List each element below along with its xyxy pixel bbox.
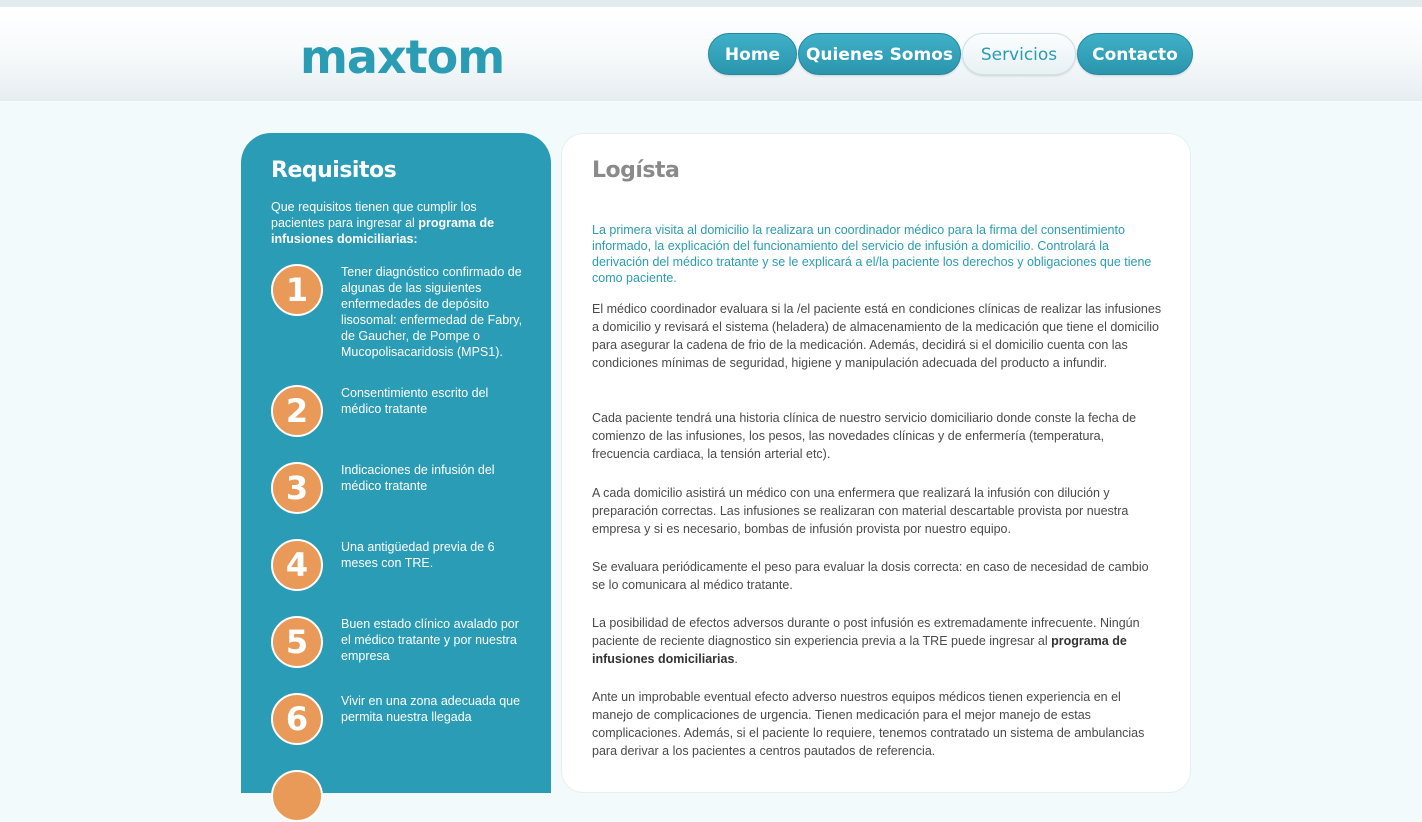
requirement-number-badge: 4 — [271, 539, 323, 591]
sidebar-intro-text: Que requisitos tienen que cumplir los pacientes para ingresar al — [271, 200, 477, 230]
nav-quienes-somos-button[interactable]: Quienes Somos — [798, 33, 961, 75]
paragraph: El médico coordinador evaluara si la /el paciente está en condiciones clínicas de realizar las infusiones a domicilio y revisará el sistema (heladera) de almacenamiento de la medicación que tiene el domicilio para asegurar la cadena de frio de la medicación. Además, decidirá si el domicilio cuenta con las condiciones mínimas de seguridad, higiene y manipulación adecuada del producto a infundir. — [592, 302, 1162, 370]
content-title: Logísta — [592, 158, 680, 183]
paragraph: Ante un improbable eventual efecto adverso nuestros equipos médicos tienen experiencia en el manejo de complicaciones de urgencia. Tienen medicación para el mejor manejo de estas complicaciones. Además, si el paciente lo requiere, tenemos contratado un sistema de ambulancias para derivar a los pacientes a centros pautados de referencia. — [592, 690, 1145, 758]
paragraph — [592, 614, 1164, 668]
paragraph: Se evaluara periódicamente el peso para evaluar la dosis correcta: en caso de necesidad de cambio se lo comunicara al médico tratante. — [592, 560, 1149, 592]
nav-home-button[interactable]: Home — [708, 33, 797, 75]
main-content-panel — [561, 133, 1191, 793]
requirement-number-badge: 5 — [271, 616, 323, 668]
requirement-text: Vivir en una zona adecuada que permita nuestra llegada — [341, 694, 521, 724]
site-header — [0, 7, 1422, 101]
requirement-text: Indicaciones de infusión del médico tratante — [341, 463, 495, 493]
nav-contacto-button[interactable]: Contacto — [1077, 33, 1193, 75]
sidebar-title: Requisitos — [271, 158, 397, 183]
paragraph-text: La posibilidad de efectos adversos durante o post infusión es extremadamente infrecuente. Ningún paciente de reciente diagnostico sin experiencia previa a la TRE puede ingresar al — [592, 616, 1140, 648]
requirement-number-badge — [271, 770, 323, 822]
requirement-text: Buen estado clínico avalado por el médico tratante y por nuestra empresa — [341, 617, 519, 663]
paragraph-end: . — [734, 652, 738, 666]
sidebar-intro-end: : — [413, 232, 418, 246]
paragraph: Cada paciente tendrá una historia clínica de nuestro servicio domiciliario donde conste la fecha de comienzo de las infusiones, los pesos, las novedades clínicas y de enfermería (temperatura, frecuencia cardiaca, la tensión arterial etc). — [592, 411, 1137, 461]
requirement-text: Consentimiento escrito del médico tratante — [341, 386, 489, 416]
requirement-number-badge: 1 — [271, 264, 323, 316]
requirement-number-badge: 6 — [271, 693, 323, 745]
sidebar-intro-bold: programa de infusiones domiciliarias — [271, 216, 495, 246]
requirement-number-badge: 3 — [271, 462, 323, 514]
site-logo[interactable]: maxtom — [300, 30, 505, 84]
top-strip — [0, 0, 1422, 7]
paragraph: A cada domicilio asistirá un médico con una enfermera que realizará la infusión con dilución y preparación correctas. Las infusiones se realizaran con material descartable provista por nuestra empresa y si es necesario, bombas de infusión provista por nuestro equipo. — [592, 486, 1129, 536]
lead-paragraph: La primera visita al domicilio la realizara un coordinador médico para la firma del consentimiento informado, la explicación del funcionamiento del servicio de infusión a domicilio. Controlará la derivación del médico tratante y se le explicará a el/la paciente los derechos y obligaciones que tiene como paciente. — [592, 223, 1152, 285]
nav-servicios-button[interactable]: Servicios — [962, 33, 1076, 75]
requirement-number-badge: 2 — [271, 385, 323, 437]
sidebar-intro — [271, 199, 531, 247]
paragraph-bold: programa de infusiones domiciliarias — [592, 634, 1127, 666]
requirement-text: Tener diagnóstico confirmado de algunas de las siguientes enfermedades de depósito lisosomal: enfermedad de Fabry, de Gaucher, de Pompe o Mucopolisacaridosis (MPS1). — [341, 265, 523, 359]
requirements-sidebar — [241, 133, 551, 793]
requirement-text: Una antigüedad previa de 6 meses con TRE. — [341, 540, 495, 570]
